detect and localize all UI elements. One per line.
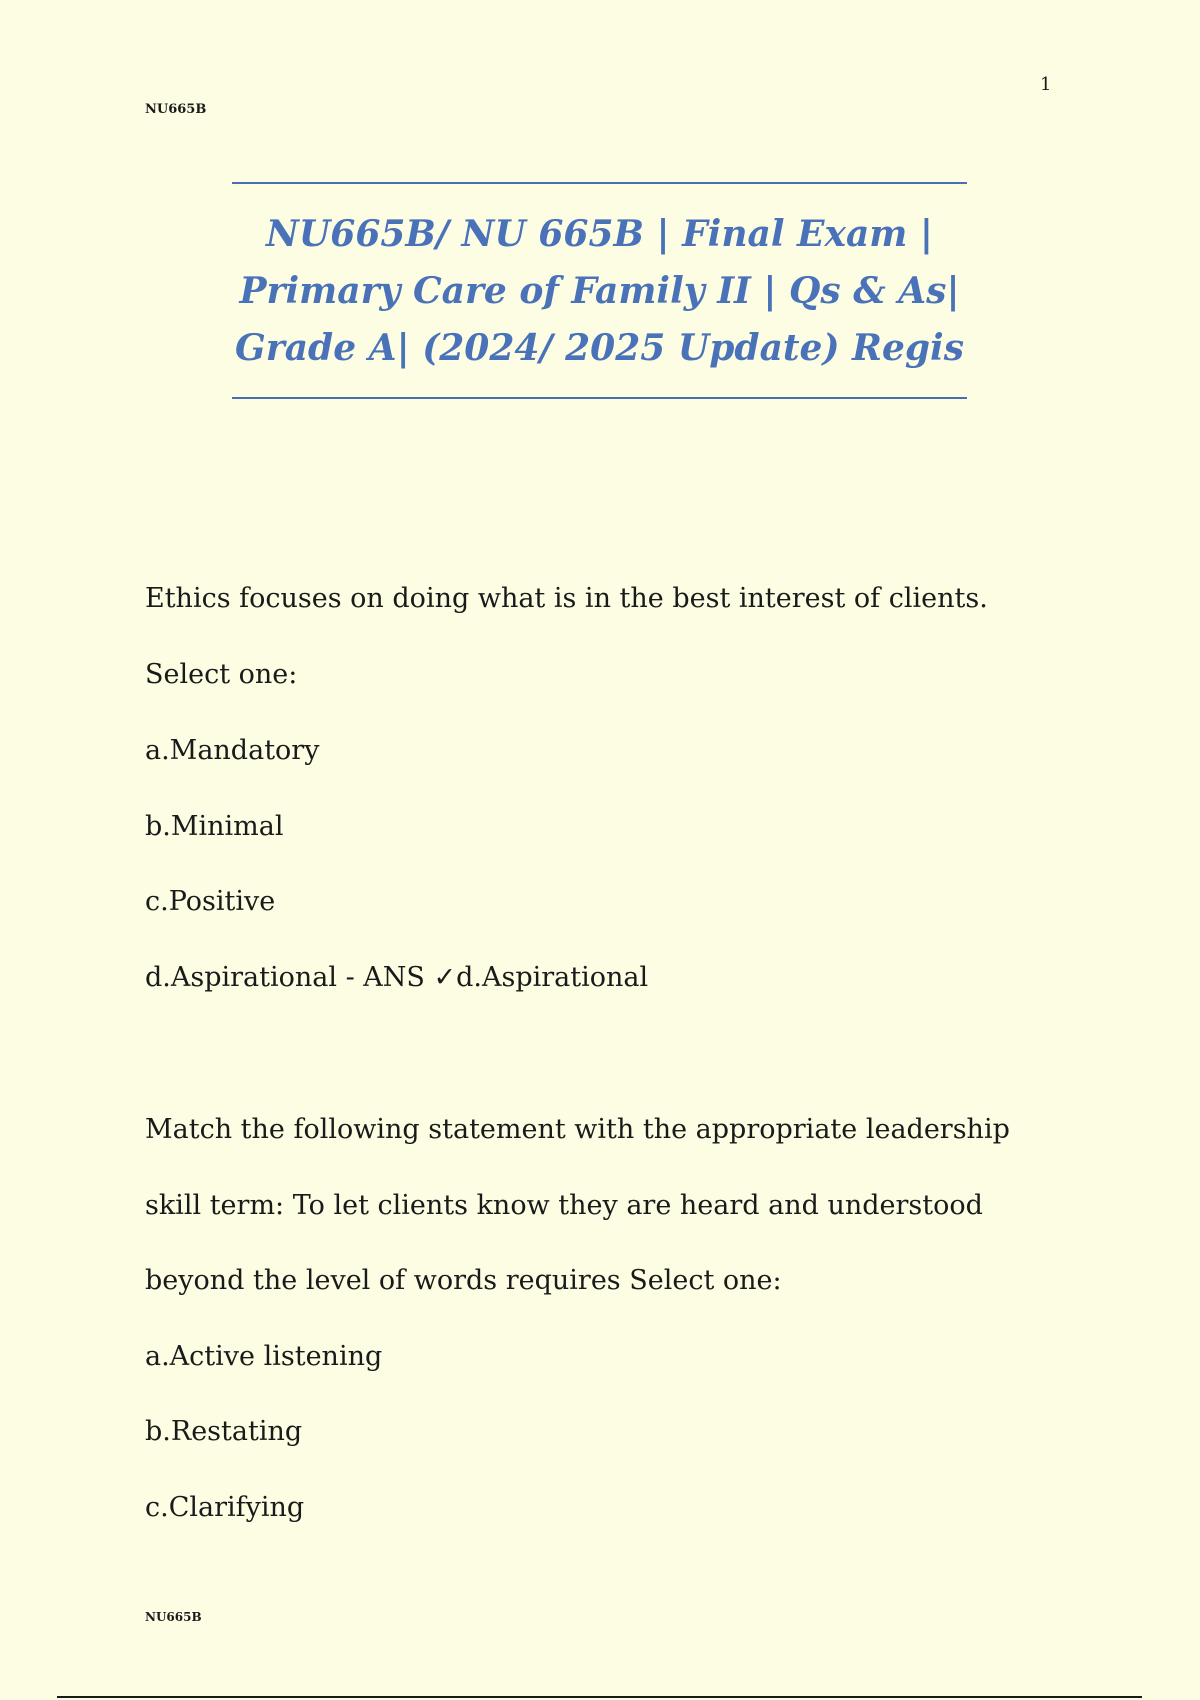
question-2-prompt-line: Match the following statement with the appropriate leadership bbox=[145, 1114, 1010, 1145]
document-title bbox=[232, 182, 967, 399]
question-2-option-b: b.Restating bbox=[145, 1416, 303, 1447]
question-1-option-b: b.Minimal bbox=[145, 811, 284, 842]
question-1-option-a: a.Mandatory bbox=[145, 735, 320, 766]
page-number: 1 bbox=[1040, 74, 1052, 95]
question-2-option-c: c.Clarifying bbox=[145, 1492, 305, 1523]
footer-course-code: NU665B bbox=[145, 1610, 202, 1624]
question-1-answer: d.Aspirational - ANS ✓d.Aspirational bbox=[145, 962, 649, 993]
question-1-prompt: Ethics focuses on doing what is in the best interest of clients. bbox=[145, 583, 988, 614]
question-2-prompt-line: skill term: To let clients know they are heard and understood bbox=[145, 1190, 983, 1221]
title-line: Primary Care of Family II | Qs & As| bbox=[239, 270, 960, 312]
question-1-select-label: Select one: bbox=[145, 659, 298, 690]
question-1-option-c: c.Positive bbox=[145, 886, 276, 917]
question-2-option-a: a.Active listening bbox=[145, 1341, 383, 1372]
header-course-code: NU665B bbox=[145, 102, 207, 117]
question-2-prompt-line: beyond the level of words requires Select one: bbox=[145, 1265, 782, 1296]
title-line: Grade A| (2024/ 2025 Update) Regis bbox=[235, 327, 964, 369]
page-bottom-divider bbox=[57, 1696, 1142, 1698]
title-line: NU665B/ NU 665B | Final Exam | bbox=[265, 213, 934, 255]
